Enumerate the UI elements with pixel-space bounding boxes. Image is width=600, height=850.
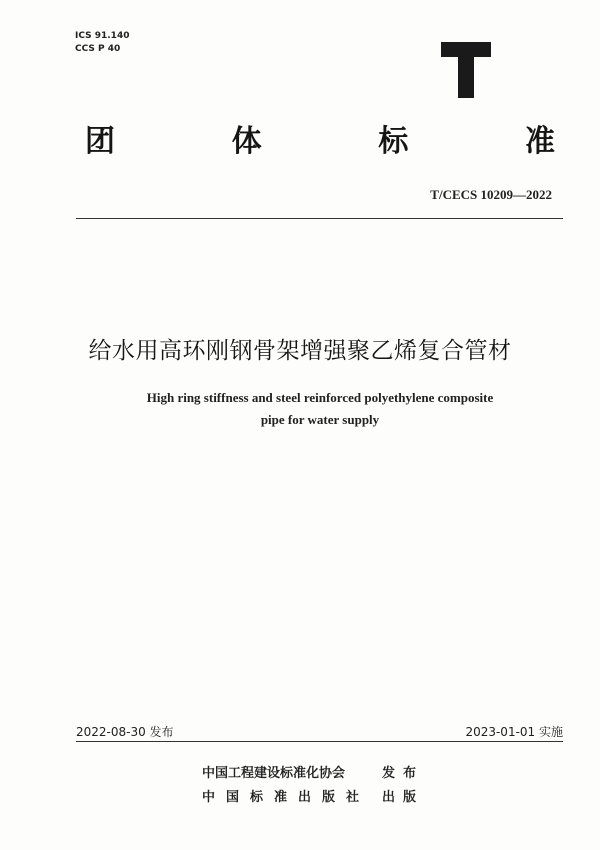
classification-codes: [75, 30, 129, 56]
standard-type-char-1: 团: [85, 124, 115, 159]
issuer-org: 中国工程建设标准化协会: [202, 766, 346, 781]
english-title-line-2: pipe for water supply: [260, 412, 380, 427]
ccs-code: CCS P 40: [75, 44, 121, 54]
t-standard-logo: [441, 42, 491, 98]
bottom-divider: [76, 741, 563, 742]
date-row: [76, 723, 563, 740]
standard-type-char-4: 准: [524, 124, 555, 159]
publisher-org: 中国标准出版社: [202, 790, 371, 805]
issuer-action: 发布: [382, 766, 425, 781]
publisher-action: 出版: [382, 790, 425, 805]
publisher-line: [202, 786, 442, 805]
issue-date: 2022-08-30 发布: [76, 725, 174, 739]
english-title-line-1: High ring stiffness and steel reinforced polyethylene composite: [146, 390, 494, 405]
standard-type-heading: [85, 124, 555, 160]
top-divider: [76, 218, 563, 219]
issuer-line: [202, 762, 442, 781]
english-title: [0, 387, 600, 431]
standard-number: T/CECS 10209—2022: [430, 187, 552, 202]
chinese-title: 给水用高环刚钢骨架增强聚乙烯复合管材: [88, 338, 512, 364]
implementation-date: 2023-01-01 实施: [465, 725, 563, 739]
standard-type-char-2: 体: [231, 124, 262, 159]
standard-type-char-3: 标: [378, 124, 409, 159]
ics-code: ICS 91.140: [75, 31, 130, 41]
